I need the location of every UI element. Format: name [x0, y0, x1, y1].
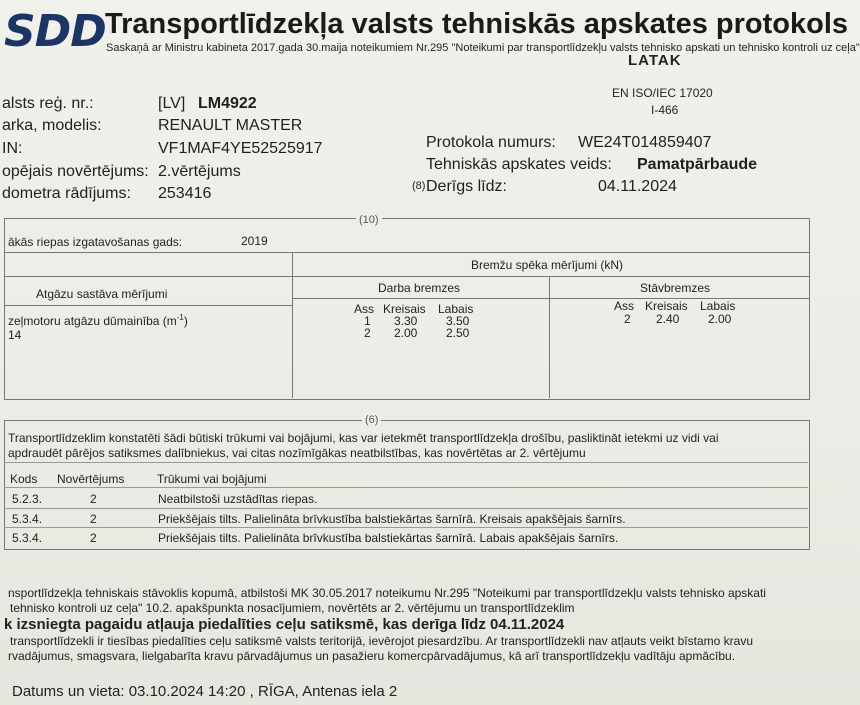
defect-rating: 2 — [90, 531, 97, 545]
vin-label: IN: — [2, 140, 23, 157]
parking-head-axle: Ass — [614, 299, 635, 313]
conclusion-line-2: tehnisko kontroli uz ceļa" 10.2. apakšpunkta nosacījumiem, novērtēts ar 2. vērtējumu un transportlīdzeklim — [10, 601, 575, 615]
defects-intro-1: Transportlīdzeklim konstatēti šādi būtiski trūkumi vai bojājumi, kas var ietekmēt transportlīdzekļa drošību, pasliktināt ietekmi uz vidi vai — [8, 431, 719, 445]
sdd-logo: SDD — [4, 6, 106, 57]
make-value: RENAULT MASTER — [158, 117, 303, 134]
defects-head-code: Kods — [10, 472, 38, 486]
prev-rating-label: opējais novērtējums: — [2, 163, 149, 180]
service-head-axle: Ass — [354, 302, 375, 316]
iso-id: I-466 — [651, 103, 679, 117]
defect-code: 5.3.4. — [12, 531, 43, 545]
valid-until-label: Derīgs līdz: — [426, 178, 507, 195]
odometer-label: dometra rādījums: — [2, 185, 131, 202]
prev-rating-value: 2.vērtējums — [158, 163, 241, 180]
service-r1-right: 3.50 — [446, 314, 470, 328]
inspection-type-value: Pamatpārbaude — [637, 156, 758, 173]
make-label: arka, modelis: — [2, 117, 102, 134]
parking-r1-axle: 2 — [624, 312, 631, 326]
page-title: Transportlīdzekļa valsts tehniskās apskates protokols — [105, 8, 849, 40]
brake-title: Bremžu spēka mērījumi (kN) — [471, 258, 624, 272]
service-head-right: Labais — [438, 302, 474, 316]
service-r1-axle: 1 — [364, 314, 371, 328]
reg-value: LM4922 — [198, 95, 257, 112]
service-r2-axle: 2 — [364, 326, 371, 340]
protocol-number-label: Protokola numurs: — [426, 134, 556, 151]
defect-description: Priekšējais tilts. Palielināta brīvkustība balstiekārtas šarnīrā. Labais apakšējais šarnīrs. — [158, 531, 619, 545]
service-r1-left: 3.30 — [394, 314, 418, 328]
iso-standard: EN ISO/IEC 17020 — [612, 86, 713, 100]
defects-head-defect: Trūkumi vai bojājumi — [157, 472, 267, 486]
defect-description: Priekšējais tilts. Palielināta brīvkustība balstiekārtas šarnīrā. Kreisais apakšējais šarnīrs. — [158, 512, 626, 526]
latak-logo: LATAK — [628, 52, 682, 69]
defects-intro-2: apdraudēt pārējos satiksmes dalībniekus, vai citas nozīmīgākas neatbilstības, kas novērtētas ar 2. vērtējumu — [8, 446, 586, 460]
exhaust-title: Atgāzu sastāva mērījumi — [36, 287, 168, 301]
reg-prefix: [LV] — [158, 95, 186, 112]
odometer-value: 253416 — [158, 185, 212, 202]
service-brake-title: Darba bremzes — [378, 281, 461, 295]
defect-rating: 2 — [90, 512, 97, 526]
defect-rating: 2 — [90, 492, 97, 506]
parking-brake-title: Stāvbremzes — [640, 281, 711, 295]
valid-note: (8) — [412, 180, 426, 192]
service-r2-left: 2.00 — [394, 326, 418, 340]
conclusion-line-3: transportlīdzekli ir tiesības piedalīties ceļu satiksmē valsts teritorijā, ievērojot piesardzību. Ar transportlīdzekli nav atļauts veikt bīstamo kravu — [10, 634, 753, 648]
tire-year-label: ākās riepas izgatavošanas gads: — [8, 235, 183, 249]
inspection-type-label: Tehniskās apskates veids: — [426, 156, 612, 173]
section-10-marker: (10) — [356, 214, 382, 226]
reg-label: alsts reģ. nr.: — [2, 95, 94, 112]
parking-head-right: Labais — [700, 299, 736, 313]
parking-r1-right: 2.00 — [708, 312, 732, 326]
diesel-smoke-label: zeļmotoru atgāzu dūmainība $(m^{-1})$ — [8, 313, 188, 328]
diesel-smoke-value: 14 — [8, 328, 22, 342]
conclusion-line-1: nsportlīdzekļa tehniskais stāvoklis kopumā, atbilstoši MK 30.05.2017 noteikumu Nr.295 "Noteikumi par transportlīdzekļu valsts tehnisko apskati — [8, 586, 766, 600]
conclusion-line-4: rvadājumus, smagsvara, lielgabarīta kravu pārvadājumus un pasažieru komercpārvadājumus, kā arī transportlīdzekļu vadītāju apmācību. — [8, 649, 736, 663]
tire-year-value: 2019 — [241, 234, 268, 248]
defects-head-rating: Novērtējums — [57, 472, 125, 486]
defect-code: 5.2.3. — [12, 492, 43, 506]
vin-value: VF1MAF4YE52525917 — [158, 140, 323, 157]
valid-until-value: 04.11.2024 — [598, 178, 677, 195]
temporary-permit: k izsniegta pagaidu atļauja piedalīties ceļu satiksmē, kas derīga līdz 04.11.2024 — [4, 616, 565, 633]
defect-code: 5.3.4. — [12, 512, 43, 526]
parking-r1-left: 2.40 — [656, 312, 680, 326]
page-subtitle: Saskaņā ar Ministru kabineta 2017.gada 30.maija noteikumiem Nr.295 "Noteikumi par transportlīdzekļu valsts tehnisko apskati un tehnisko kontroli uz ceļa" — [106, 42, 860, 54]
service-head-left: Kreisais — [383, 302, 426, 316]
protocol-number-value: WE24T014859407 — [578, 134, 712, 151]
date-place: Datums un vieta: 03.10.2024 14:20 , RĪGA, Antenas iela 2 — [12, 683, 398, 700]
section-6-marker: (6) — [362, 414, 381, 426]
service-r2-right: 2.50 — [446, 326, 470, 340]
defect-description: Neatbilstoši uzstādītas riepas. — [158, 492, 318, 506]
parking-head-left: Kreisais — [645, 299, 688, 313]
